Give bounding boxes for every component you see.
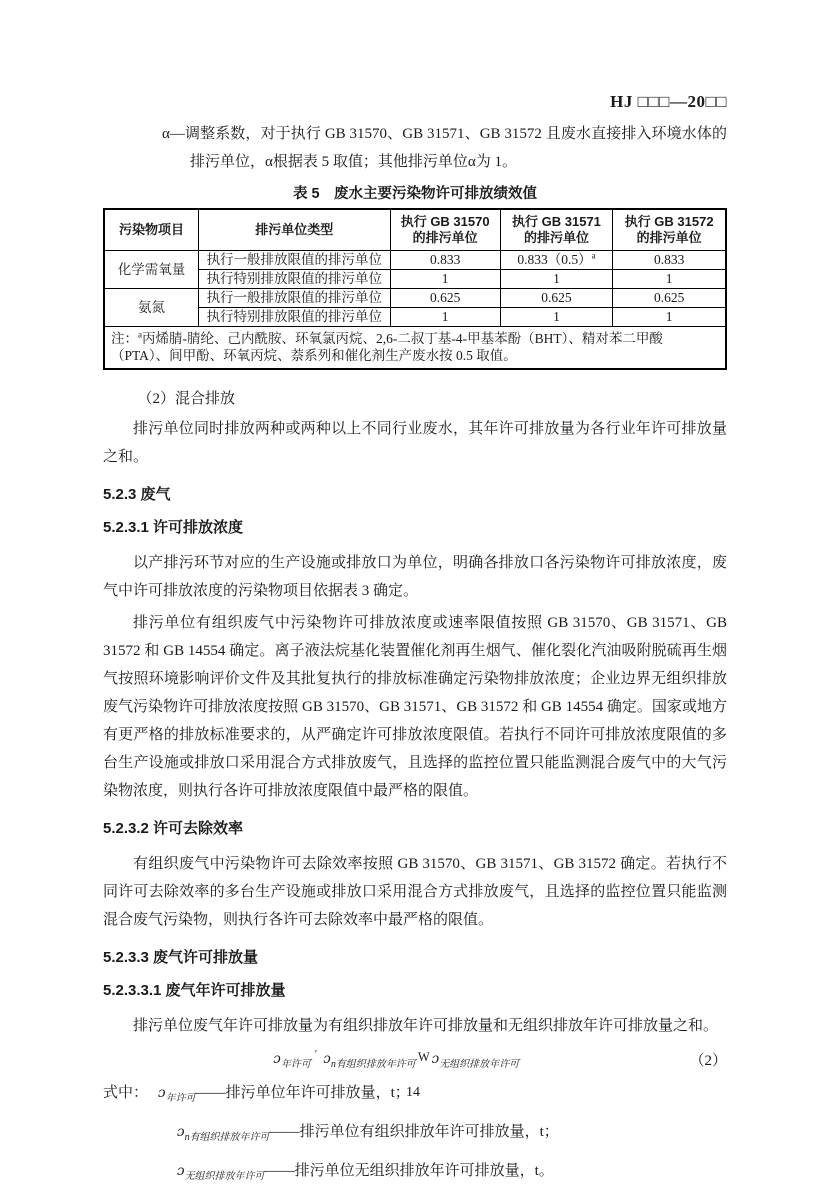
formula-subscript: n有组织排放年许可: [330, 1059, 416, 1070]
heading-5-2-3-3: 5.2.3.3 废气许可排放量: [103, 949, 259, 966]
value-cell: [500, 251, 613, 270]
formula-where-item: [103, 1121, 727, 1149]
equation-2-row: [103, 1048, 727, 1070]
formula-symbol: ɔ: [158, 1085, 166, 1101]
where-description: ——排污单位年许可排放量，t；: [195, 1085, 410, 1101]
formula-subscript: 年许可: [280, 1059, 311, 1070]
formula-symbol: ɔ: [177, 1163, 185, 1179]
table-header-row: [104, 209, 726, 251]
para-5-2-3-1-b: 排污单位有组织废气中污染物许可排放浓度或速率限值按照 GB 31570、GB 31571、GB 31572 和 GB 14554 确定。离子液法烷基化装置催化剂再生烟气、催化裂化汽油吸附脱硫再生烟气按照环境影响评价文件及其批复执行的排放标准确定污染物排放浓度；企业边界无组织排放废气污染物许可排放浓度按照 GB 31570、GB 31571、GB 31572 和 GB 14554 确定。国家或地方有更严格的排放标准要求的，从严确定许可排放浓度限值。若执行不同许可排放浓度限值的多台生产设施或排放口采用混合方式排放废气，且选择的监控位置只能监测混合废气中的大气污染物浓度，则执行各许可排放浓度限值中最严格的限值。: [103, 615, 727, 799]
unit-type-cell: 执行特别排放限值的排污单位: [199, 308, 391, 327]
table-note-row: [104, 327, 726, 370]
table-row: [104, 251, 726, 270]
page-number: 14: [406, 1085, 420, 1100]
col-header-unit-type: [199, 209, 391, 251]
formula-subscript: n有组织排放年许可: [184, 1132, 270, 1143]
para-5-2-3-1-a: 以产排污环节对应的生产设施或排放口为单位，明确各排放口各污染物许可排放浓度，废气中许可排放浓度的污染物项目依据表 3 确定。: [103, 555, 727, 599]
col-header-gb31571: [500, 209, 613, 251]
col-header-pollutant: [104, 209, 199, 251]
equation-2-formula: [103, 1048, 689, 1070]
formula-operator-equals: ′: [314, 1048, 318, 1060]
formula-symbol: ɔ: [431, 1051, 440, 1067]
table-5-body: [104, 251, 726, 370]
equation-number: （2）: [689, 1052, 727, 1069]
col-header-gb31570: [390, 209, 500, 251]
value-cell: 0.625: [613, 289, 726, 308]
formula-symbol: ɔ: [177, 1124, 185, 1140]
value-cell: 1: [613, 270, 726, 289]
unit-type-cell: 执行一般排放限值的排污单位: [199, 289, 391, 308]
col-header-label-line2: 的排污单位: [523, 230, 589, 245]
value-text: 0.833（0.5）: [517, 252, 592, 267]
para-5-2-3-3-1: 排污单位废气年许可排放量为有组织排放年许可排放量和无组织排放年许可排放量之和。: [133, 1018, 719, 1034]
col-header-label: 污染物项目: [119, 222, 185, 237]
footnote-marker: a: [591, 250, 596, 261]
pollutant-group-ammonia: 氨氮: [104, 289, 199, 327]
heading-5-2-3-2: 5.2.3.2 许可去除效率: [103, 820, 244, 837]
table-5: [103, 208, 727, 370]
value-cell: 0.625: [390, 289, 500, 308]
para-5-2-3-2: 有组织废气中污染物许可去除效率按照 GB 31570、GB 31571、GB 31572 确定。若执行不同许可去除效率的多台生产设施或排放口采用混合方式排放废气，且选择的监控位置只能监测混合废气污染物，则执行各许可去除效率中最严格的限值。: [103, 856, 727, 928]
col-header-label-line1: 执行 GB 31572: [624, 214, 714, 229]
value-cell: 0.625: [500, 289, 613, 308]
where-label: 式中：: [103, 1085, 149, 1101]
table-row: [104, 289, 726, 308]
item-2-mixed-discharge-label: （2）混合排放: [137, 391, 236, 407]
value-cell: 0.833: [390, 251, 500, 270]
formula-operator-plus: W: [417, 1050, 430, 1064]
value-cell: 0.833: [613, 251, 726, 270]
heading-5-2-3-1: 5.2.3.1 许可排放浓度: [103, 519, 244, 536]
heading-5-2-3: 5.2.3 废气: [103, 486, 171, 503]
value-cell: 1: [390, 270, 500, 289]
col-header-label-line1: 执行 GB 31570: [400, 214, 490, 229]
col-header-gb31572: [613, 209, 726, 251]
col-header-label: 排污单位类型: [255, 222, 334, 237]
table-5-head: [104, 209, 726, 251]
value-cell: 1: [390, 308, 500, 327]
footnote-marker: a: [138, 329, 142, 340]
document-code-header: HJ □□□—20□□: [610, 92, 727, 111]
formula-subscript: 无组织排放年许可: [184, 1171, 265, 1182]
col-header-label-line1: 执行 GB 31571: [512, 214, 601, 229]
formula-subscript: 年许可: [165, 1093, 196, 1104]
where-description: ——排污单位无组织排放年许可排放量，t。: [264, 1163, 554, 1179]
formula-where-item: [103, 1160, 727, 1188]
col-header-label-line2: 的排污单位: [412, 230, 478, 245]
table-note-cell: [104, 327, 726, 370]
value-cell: 1: [500, 270, 613, 289]
value-cell: 1: [613, 308, 726, 327]
para-mixed-discharge: 排污单位同时排放两种或两种以上不同行业废水，其年许可排放量为各行业年许可排放量之和。: [103, 421, 727, 465]
table-5-title: 表 5 废水主要污染物许可排放绩效值: [292, 186, 538, 202]
alpha-coefficient-note: α—调整系数，对于执行 GB 31570、GB 31571、GB 31572 且废水直接排入环境水体的排污单位，α根据表 5 取值；其他排污单位α为 1。: [162, 126, 727, 170]
col-header-label-line2: 的排污单位: [636, 230, 702, 245]
formula-symbol: ɔ: [273, 1051, 281, 1067]
value-cell: 1: [500, 308, 613, 327]
unit-type-cell: 执行特别排放限值的排污单位: [199, 270, 391, 289]
note-body: 丙烯腈-腈纶、己内酰胺、环氧氯丙烷、2,6-二叔丁基-4-甲基苯酚（BHT）、精对苯二甲酸（PTA）、间甲酚、环氧丙烷、萘系列和催化剂生产废水按 0.5 取值。: [111, 331, 663, 363]
unit-type-cell: 执行一般排放限值的排污单位: [199, 251, 391, 270]
formula-subscript: 无组织排放年许可: [439, 1059, 520, 1070]
heading-5-2-3-3-1: 5.2.3.3.1 废气年许可排放量: [103, 982, 286, 999]
where-description: ——排污单位有组织排放年许可排放量，t；: [269, 1124, 559, 1140]
formula-symbol: ɔ: [323, 1051, 331, 1067]
note-prefix: 注：: [111, 331, 138, 346]
pollutant-group-cod: 化学需氧量: [104, 251, 199, 289]
